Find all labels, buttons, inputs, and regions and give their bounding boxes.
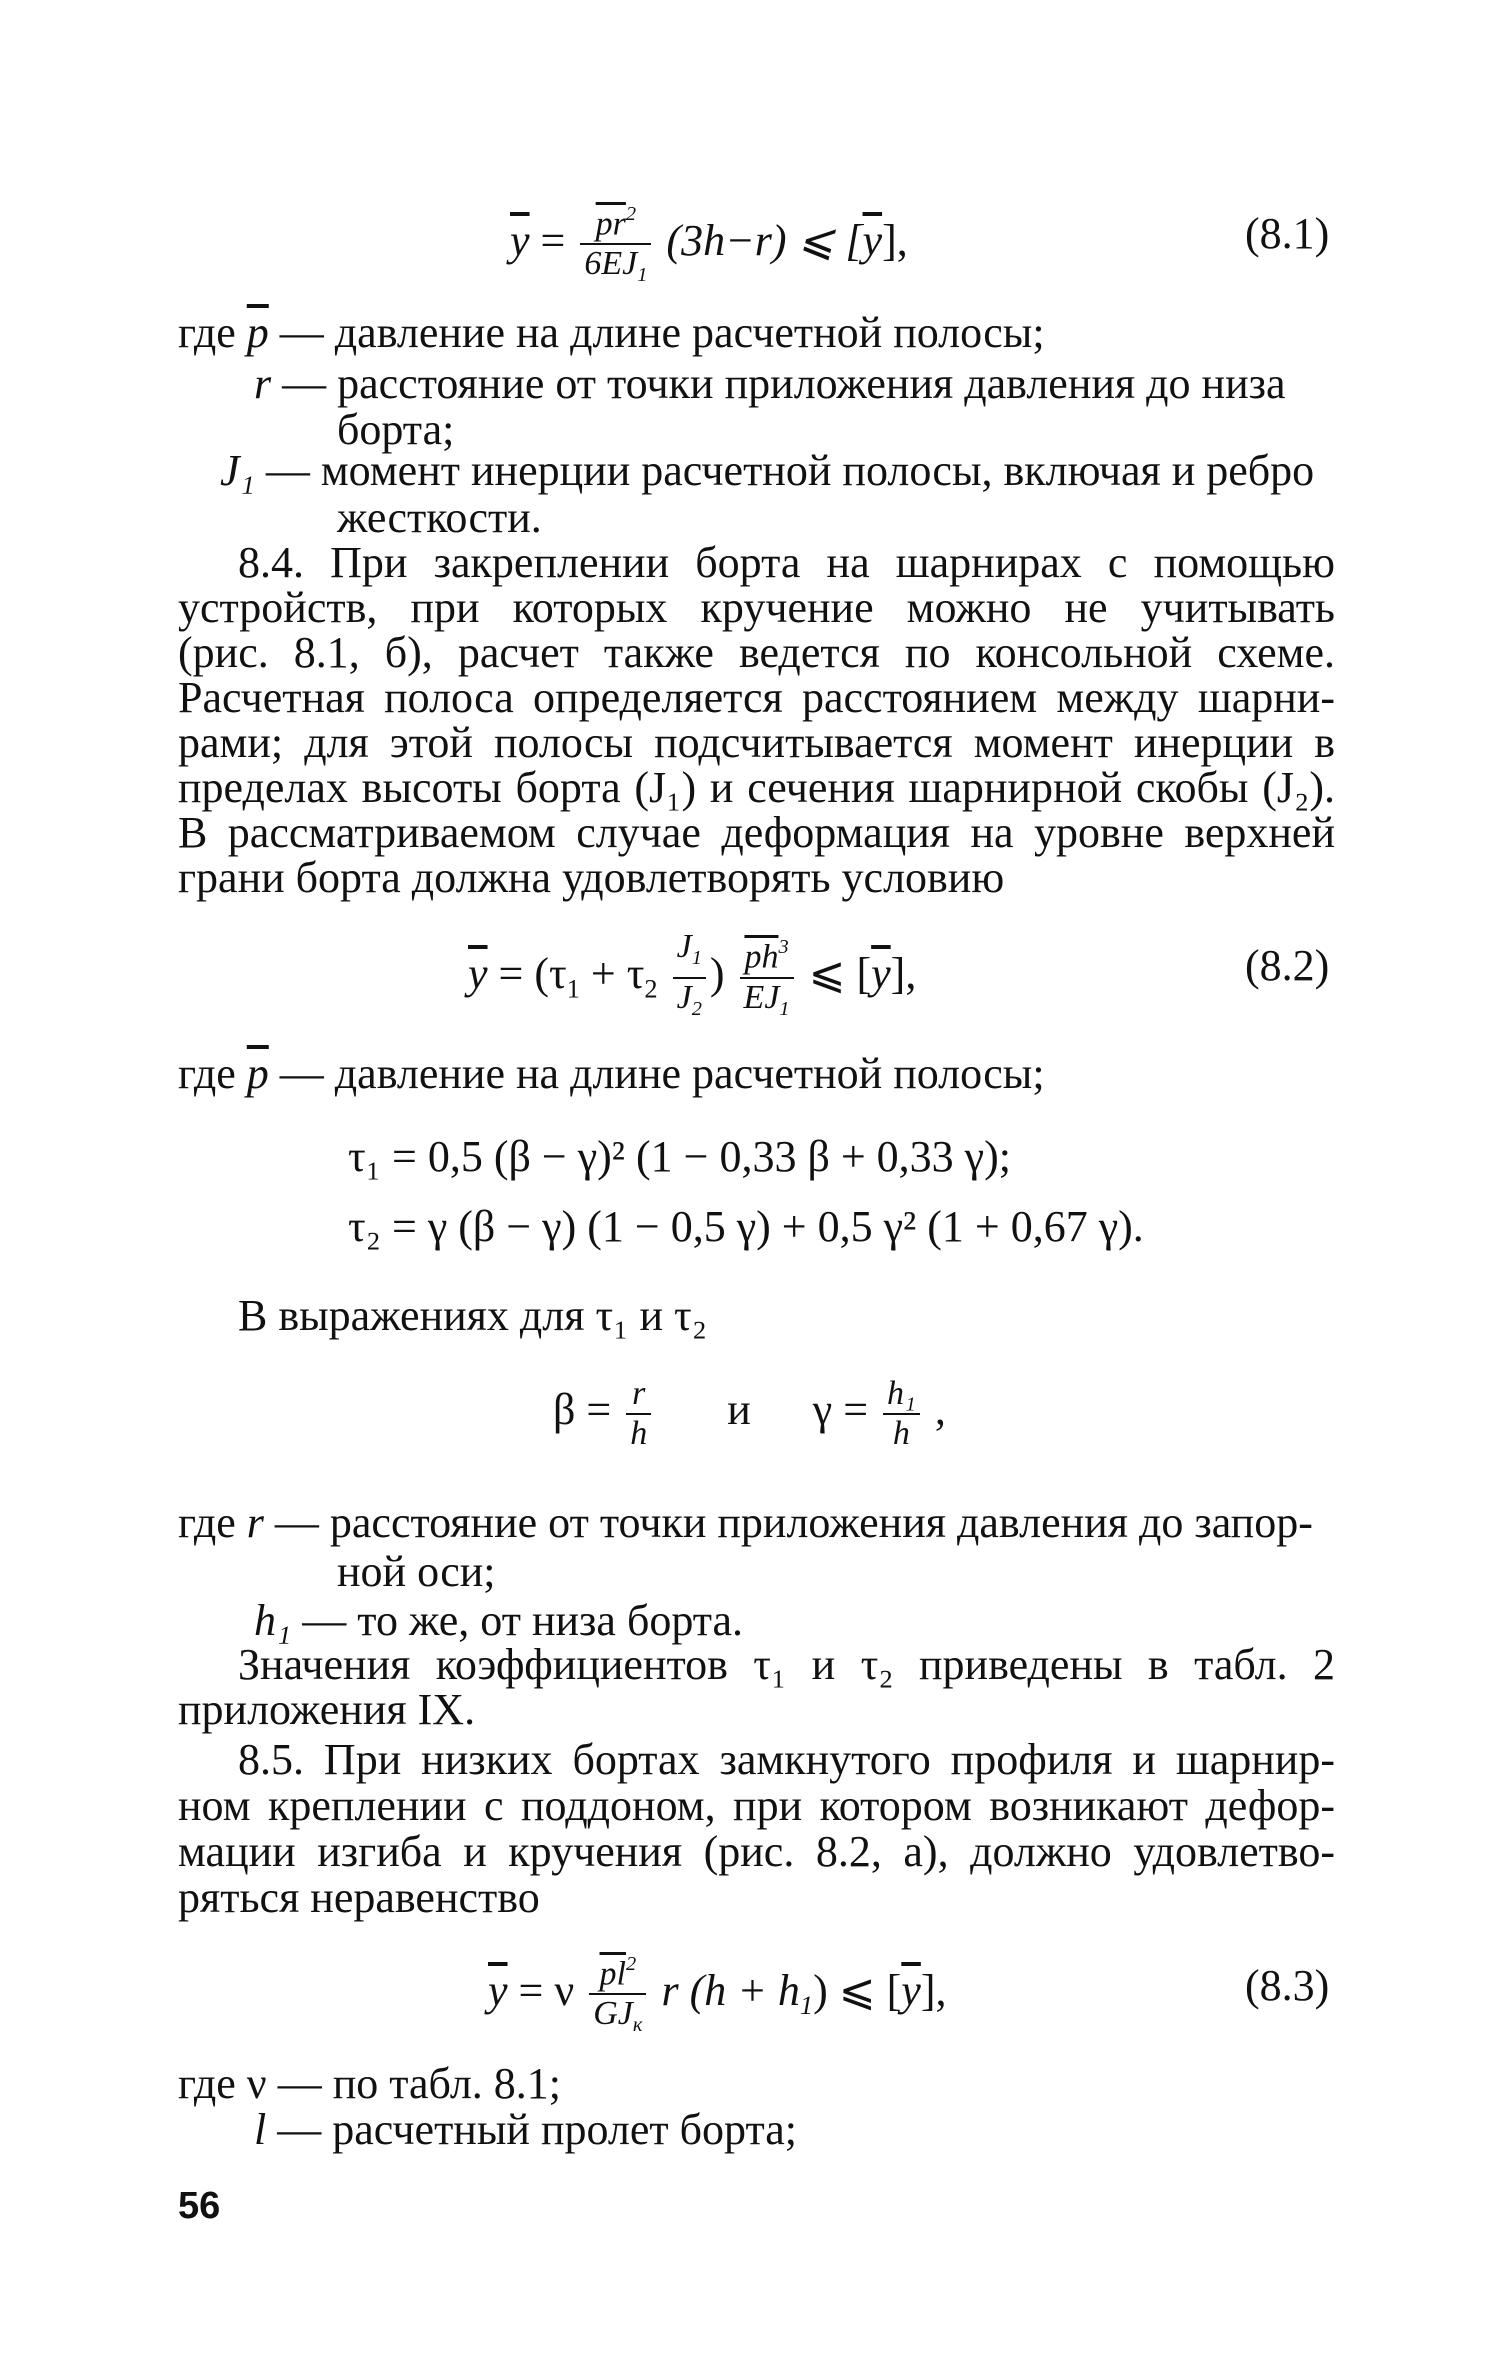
expressions-intro: В выражениях для τ₁ и τ₂ — [238, 1291, 708, 1340]
fraction-denominator: h — [630, 1415, 648, 1452]
fraction-denominator: J — [676, 979, 692, 1017]
values-line-1: Значения коэффициентов τ₁ и τ₂ приведены в табл. 2 — [238, 1640, 1335, 1689]
formula-paren: ) — [709, 949, 725, 999]
values-line-2: приложения IX. — [178, 1685, 476, 1734]
def-prefix: где — [178, 1498, 236, 1547]
formula-lhs: $\overline{y}$ — [510, 215, 530, 265]
para-8-4-line-2: устройств, при которых кручение можно не учитывать — [178, 583, 1335, 632]
formula-rest: (3h−r) ⩽ [ — [666, 215, 863, 265]
para-8-4-line-6: пределах высоты борта (J₁) и сечения шарнирной скобы (J₂). — [178, 763, 1335, 812]
formula-and: и — [727, 1385, 751, 1435]
def-text: — расчетный пролет борта; — [277, 2105, 797, 2154]
beta-lhs: β = — [553, 1385, 612, 1435]
formula-eq: = — [540, 215, 566, 265]
def-p-line-2 — [178, 1048, 1045, 1100]
fraction-denominator: GJ — [593, 1995, 633, 2033]
rest-sub: 1 — [799, 1990, 814, 2021]
formula-eq: = ν — [518, 1965, 575, 2015]
fraction-numerator: $\overline{ph}$ — [744, 938, 779, 976]
para-8-5-line-2: ном креплении с поддоном, при котором возникают дефор- — [178, 1781, 1335, 1830]
tau1-formula: τ₁ = 0,5 (β − γ)² (1 − 0,33 β + 0,33 γ); — [348, 1132, 1011, 1181]
formula-eq: = (τ — [498, 949, 567, 999]
formula-y: $\overline{y}$ — [862, 215, 883, 265]
para-8-4-line-7: В рассматриваемом случае деформация на уровне верхней — [178, 808, 1335, 857]
denominator-sub: 1 — [779, 997, 790, 1020]
formula-rest2: ) ⩽ [ — [813, 1965, 902, 2015]
denominator-sub: 2 — [691, 998, 702, 1021]
def-symbol: J₁ — [220, 446, 255, 495]
fraction-denominator: 6EJ — [584, 245, 638, 283]
def-symbol: l — [254, 2105, 267, 2154]
para-8-5-line-1: 8.5. При низких бортах замкнутого профиля и шарнир- — [238, 1735, 1335, 1784]
formula-label-8-1: (8.1) — [1245, 209, 1330, 258]
def-r-line-2 — [178, 1497, 1313, 1549]
para-8-4-line-1: 8.4. При закреплении борта на шарнирах с помощью — [238, 538, 1335, 587]
def-symbol: h₁ — [254, 1596, 292, 1645]
formula-plus: + τ — [590, 949, 645, 999]
numerator-sub: 1 — [691, 947, 702, 970]
def-r-cont: борта; — [337, 405, 455, 454]
formula-fraction-j — [673, 928, 706, 1028]
formula-fraction — [580, 195, 651, 294]
tau2-formula: τ₂ = γ (β − γ) (1 − 0,5 γ) + 0,5 γ² (1 + 0,67 γ). — [348, 1202, 1144, 1251]
def-symbol: $\overline{p}$ — [246, 1049, 269, 1098]
def-text: — по табл. 8.1; — [277, 2059, 562, 2108]
def-prefix: где — [178, 2059, 236, 2108]
def-l-line — [254, 2104, 797, 2156]
def-text: — расстояние от точки приложения давления до запор- — [274, 1498, 1313, 1547]
gamma-fraction — [883, 1375, 920, 1453]
gamma-lhs: γ = — [812, 1385, 869, 1435]
fraction-numerator: $\overline{pr}$ — [595, 205, 626, 243]
formula-lhs: $\overline{y}$ — [488, 1965, 508, 2015]
formula-8-2 — [468, 928, 916, 1028]
formula-y: $\overline{y}$ — [901, 1965, 921, 2015]
formula-close: ], — [890, 949, 917, 999]
numerator-sup: 2 — [625, 1953, 637, 1975]
def-j-cont: жесткости. — [337, 493, 542, 542]
def-p-line — [178, 307, 1045, 359]
formula-fraction — [589, 1945, 646, 2044]
formula-8-3 — [488, 1945, 946, 2044]
para-8-4-line-5: рами; для этой полосы подсчитывается момент инерции в — [178, 718, 1335, 767]
formula-8-1 — [510, 195, 908, 294]
def-prefix: где — [178, 308, 236, 357]
fraction-denominator: h — [892, 1415, 910, 1452]
para-8-4-line-8: грани борта должна удовлетворять условию — [178, 853, 1005, 902]
fraction-numerator: h₁ — [883, 1375, 920, 1415]
formula-tail: , — [934, 1385, 946, 1435]
fraction-numerator: $\overline{pl}$ — [599, 1955, 626, 1993]
tau-sub: 2 — [644, 973, 658, 1004]
formula-fraction-ph — [740, 928, 794, 1027]
formula-close: ], — [920, 1965, 947, 2015]
def-symbol: $\overline{p}$ — [246, 308, 269, 357]
formula-cmp: ⩽ [ — [808, 949, 872, 999]
def-nu-line — [178, 2058, 561, 2110]
page-number: 56 — [178, 2185, 221, 2227]
def-symbol: r — [246, 1498, 264, 1547]
tau-sub: 1 — [566, 973, 580, 1004]
fraction-denominator: EJ — [743, 978, 780, 1016]
def-text: — момент инерции расчетной полосы, включая и ребро — [265, 446, 1315, 495]
def-text: — расстояние от точки приложения давления до низа — [282, 359, 1286, 408]
formula-label-8-3: (8.3) — [1245, 1961, 1330, 2010]
fraction-numerator: r — [626, 1375, 651, 1415]
formula-y: $\overline{y}$ — [871, 949, 891, 999]
def-symbol: r — [254, 359, 272, 408]
def-symbol: ν — [246, 2059, 267, 2108]
def-j-line — [220, 445, 1314, 497]
formula-rest: r (h + h — [661, 1965, 800, 2015]
def-text: — давление на длине расчетной полосы; — [279, 1049, 1045, 1098]
def-r-line — [254, 358, 1286, 410]
denominator-sub: 1 — [637, 264, 648, 287]
def-text: — давление на длине расчетной полосы; — [279, 308, 1045, 357]
para-8-4-line-4: Расчетная полоса определяется расстоянием между шарни- — [178, 673, 1335, 722]
beta-fraction — [626, 1375, 651, 1453]
def-text: — то же, от низа борта. — [302, 1596, 744, 1645]
formula-close: ], — [882, 215, 908, 265]
para-8-5-line-4: ряться неравенство — [178, 1873, 540, 1922]
fraction-numerator: J — [676, 928, 692, 965]
para-8-5-line-3: мации изгиба и кручения (рис. 8.2, а), должно удовлетво- — [178, 1827, 1335, 1876]
beta-gamma-formula — [553, 1375, 946, 1453]
numerator-sup: 2 — [625, 203, 637, 225]
def-r-cont-2: ной оси; — [337, 1547, 496, 1596]
denominator-sub: к — [632, 2014, 643, 2037]
formula-lhs: $\overline{y}$ — [468, 949, 488, 999]
para-8-4-line-3: (рис. 8.1, б), расчет также ведется по консольной схеме. — [178, 628, 1335, 677]
def-prefix: где — [178, 1049, 236, 1098]
numerator-sup: 3 — [778, 936, 789, 959]
formula-label-8-2: (8.2) — [1245, 941, 1330, 990]
